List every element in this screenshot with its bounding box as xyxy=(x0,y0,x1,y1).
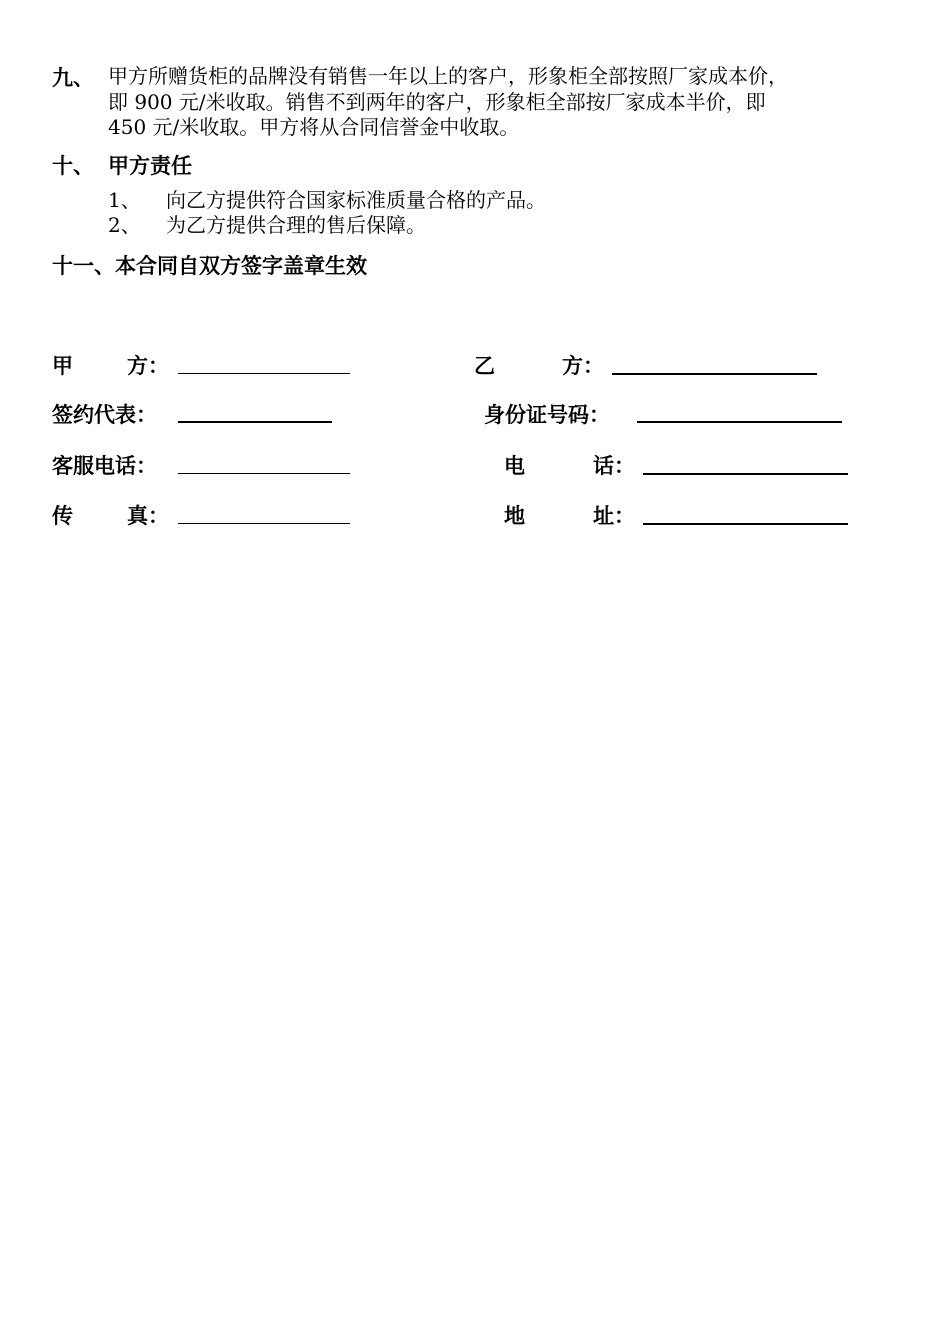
address-label-2: 址： xyxy=(593,504,635,528)
service-phone-label: 客服电话： xyxy=(52,454,157,478)
address-label-1: 地 xyxy=(504,504,525,528)
list-item-text: 向乙方提供符合国家标准质量合格的产品。 xyxy=(166,188,546,212)
list-item-number: 2、 xyxy=(108,213,141,237)
address-blank[interactable] xyxy=(643,523,848,525)
id-number-blank[interactable] xyxy=(637,421,842,423)
section-9-line-1: 甲方所赠货柜的品牌没有销售一年以上的客户，形象柜全部按照厂家成本价， xyxy=(108,64,788,88)
list-item-text: 为乙方提供合理的售后保障。 xyxy=(166,213,426,237)
party-b-label-2: 方： xyxy=(562,354,604,378)
representative-blank[interactable] xyxy=(178,421,332,423)
party-a-label-1: 甲 xyxy=(52,354,73,378)
fax-label-1: 传 xyxy=(52,504,73,528)
section-9-line-3: 450 元/米收取。甲方将从合同信誉金中收取。 xyxy=(108,115,520,139)
service-phone-blank[interactable] xyxy=(178,473,350,474)
party-a-blank[interactable] xyxy=(178,373,350,374)
id-number-label: 身份证号码： xyxy=(484,403,610,427)
fax-label-2: 真： xyxy=(127,504,169,528)
party-b-label-1: 乙 xyxy=(474,354,495,378)
section-11-title: 十一、本合同自双方签字盖章生效 xyxy=(52,254,367,278)
phone-blank[interactable] xyxy=(643,473,848,475)
section-10-number: 十、 xyxy=(52,154,94,178)
fax-blank[interactable] xyxy=(178,523,350,524)
section-9-line-2: 即 900 元/米收取。销售不到两年的客户，形象柜全部按厂家成本半价，即 xyxy=(108,90,766,114)
list-item-number: 1、 xyxy=(108,188,141,212)
section-9-number: 九、 xyxy=(52,66,94,90)
phone-label-2: 话： xyxy=(593,454,635,478)
phone-label-1: 电 xyxy=(504,454,525,478)
party-a-label-2: 方： xyxy=(127,354,169,378)
representative-label: 签约代表： xyxy=(52,403,157,427)
party-b-blank[interactable] xyxy=(612,373,817,375)
section-10-title: 甲方责任 xyxy=(108,154,192,178)
